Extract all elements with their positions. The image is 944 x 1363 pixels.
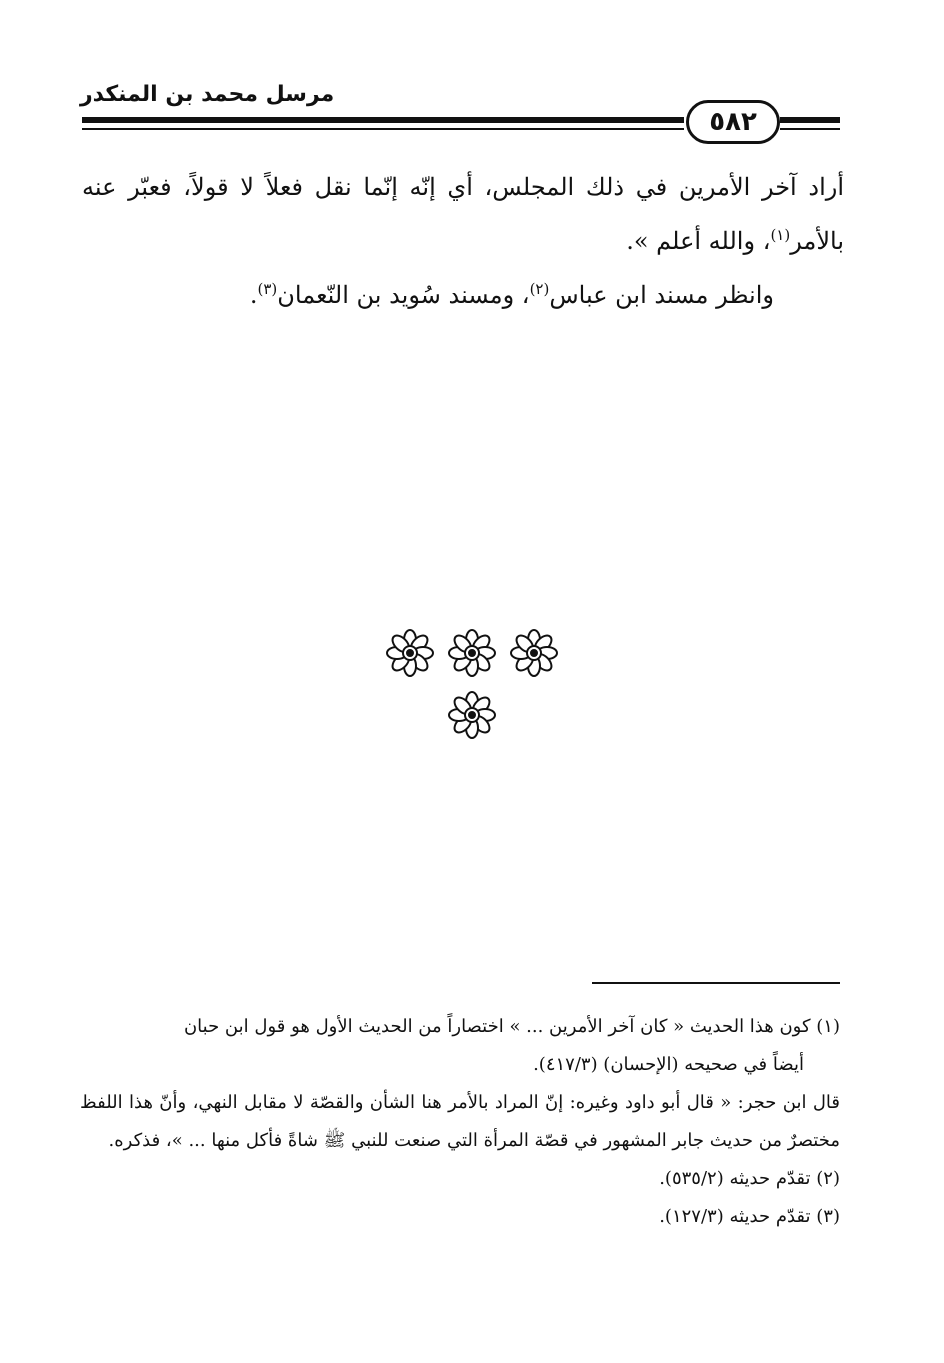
footnote-ref-2: (٢) <box>529 280 550 298</box>
flower-ornament-icon <box>509 628 559 678</box>
footnote-separator <box>592 982 840 984</box>
ornament-row-top <box>0 628 944 678</box>
footnotes <box>80 1008 840 1236</box>
flower-ornament-icon <box>447 628 497 678</box>
main-text <box>82 160 844 322</box>
header-rule-thick <box>82 117 684 123</box>
header-rule-right-thick <box>780 117 840 123</box>
footnote-ref-1: (١) <box>770 226 791 244</box>
flower-ornament-icon <box>385 628 435 678</box>
footnote-1-line-2: أيضاً في صحيحه (الإحسان) (٤١٧/٣). <box>533 1054 804 1075</box>
footnote-3: (٣) تقدّم حديثه (١٢٧/٣). <box>659 1206 840 1227</box>
page-number: ٥٨٢ <box>686 100 780 144</box>
header-rule-thin <box>82 128 684 130</box>
flower-ornament-icon <box>447 690 497 740</box>
paragraph-1-text-end: ، والله أعلم ». <box>626 227 771 255</box>
paragraph-2-text-end: . <box>249 281 258 309</box>
footnote-2: (٢) تقدّم حديثه (٥٣٥/٢). <box>659 1168 840 1189</box>
header-rule-right-thin <box>780 128 840 130</box>
footnote-1-quote: قال ابن حجر: « قال أبو داود وغيره: إنّ المراد بالأمر هنا الشأن والقصّة لا مقابل النهي، وأنّ هذا اللفظ مختصرٌ من حديث جابر المشهور في قصّة المرأة التي صنعت للنبي ﷺ شاةً فأكل منها ... »، فذكره. <box>80 1092 840 1151</box>
paragraph-2 <box>82 268 844 322</box>
running-title: مرسل محمد بن المنكدر <box>80 82 335 107</box>
paragraph-2-text-mid: ، ومسند سُويد بن النّعمان <box>277 281 530 309</box>
ornament-row-bottom <box>0 690 944 740</box>
paragraph-1-text: أراد آخر الأمرين في ذلك المجلس، أي إنّه إنّما نقل فعلاً لا قولاً، فعبّر عنه بالأمر <box>82 173 844 255</box>
paragraph-1 <box>82 160 844 268</box>
footnote-1-line-1: (١) كون هذا الحديث « كان آخر الأمرين ... » اختصاراً من الحديث الأول هو قول ابن حبان <box>183 1016 840 1037</box>
footnote-ref-3: (٣) <box>257 280 278 298</box>
paragraph-2-text: وانظر مسند ابن عباس <box>549 281 774 309</box>
